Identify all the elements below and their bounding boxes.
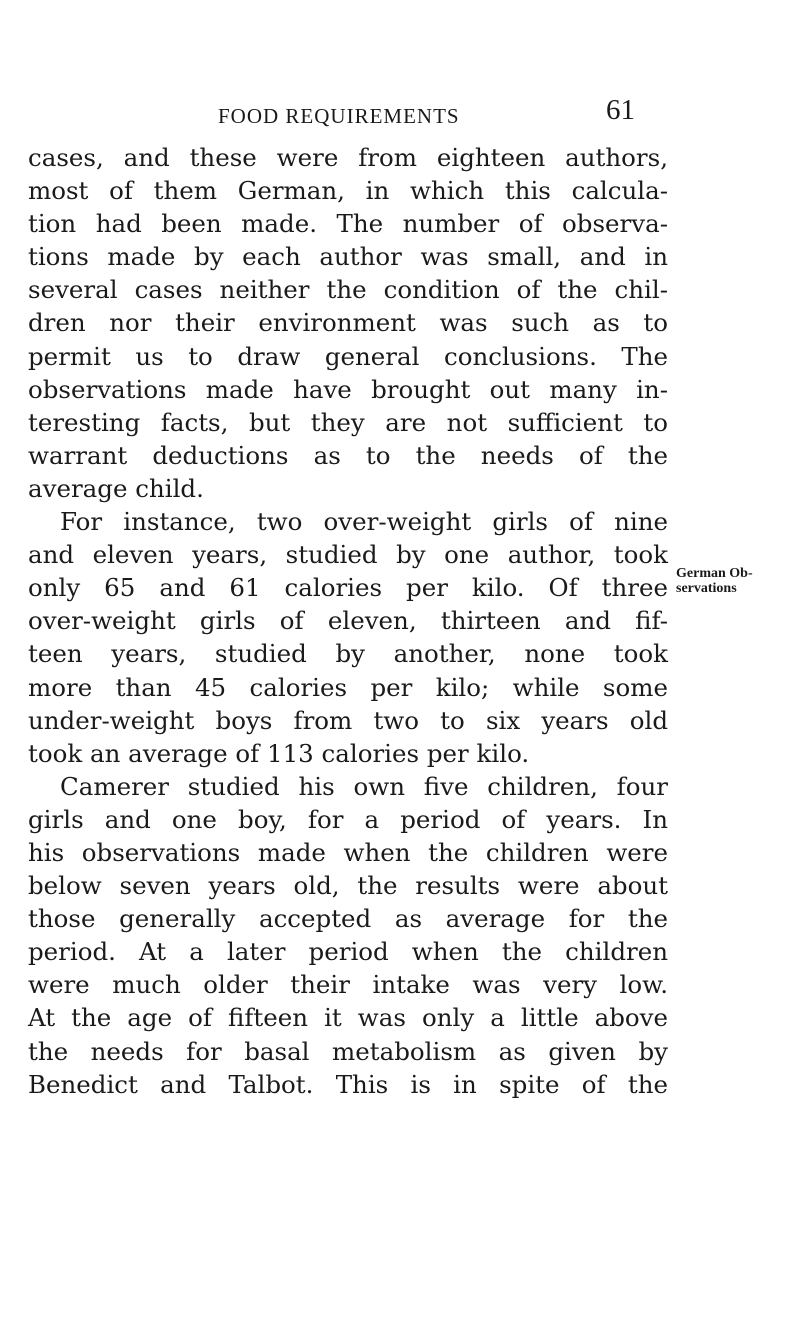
text-line: Camerer studied his own five children, four: [60, 771, 668, 801]
text-line: only 65 and 61 calories per kilo. Of three: [28, 573, 668, 603]
text-line: his observations made when the children were: [28, 837, 668, 867]
margin-note: [676, 566, 786, 596]
text-line: average child.: [28, 473, 204, 503]
text-line: dren nor their environment was such as to: [28, 308, 668, 338]
text-line: those generally accepted as average for the: [28, 904, 668, 934]
text-line: more than 45 calories per kilo; while some: [28, 672, 668, 702]
body-text: [28, 141, 668, 1101]
text-line: girls and one boy, for a period of years. In: [28, 804, 668, 834]
text-line: tions made by each author was small, and in: [28, 242, 668, 272]
text-line: took an average of 113 calories per kilo.: [28, 738, 530, 768]
margin-note-line: German Ob-: [676, 566, 753, 581]
text-line: teen years, studied by another, none took: [28, 639, 668, 669]
text-line: the needs for basal metabolism as given by: [28, 1036, 668, 1066]
text-line: warrant deductions as to the needs of the: [28, 440, 668, 470]
text-line: teresting facts, but they are not sufficient to: [28, 407, 668, 437]
text-line: cases, and these were from eighteen authors,: [28, 143, 668, 172]
text-line: tion had been made. The number of observa-: [28, 209, 668, 239]
text-line: were much older their intake was very low.: [28, 970, 668, 1000]
text-line: permit us to draw general conclusions. The: [28, 341, 668, 371]
text-line: Benedict and Talbot. This is in spite of the: [28, 1069, 668, 1099]
text-line: For instance, two over-weight girls of nine: [60, 507, 668, 537]
text-line: several cases neither the condition of the chil-: [28, 275, 668, 305]
page-number: 61: [606, 94, 635, 126]
text-line: At the age of fifteen it was only a little above: [28, 1003, 668, 1033]
margin-note-line: servations: [676, 581, 737, 596]
text-line: under-weight boys from two to six years old: [28, 705, 668, 735]
running-head: [0, 94, 800, 134]
text-line: observations made have brought out many in-: [28, 374, 668, 404]
text-line: below seven years old, the results were about: [28, 871, 668, 901]
running-title: FOOD REQUIREMENTS: [218, 104, 460, 128]
text-line: and eleven years, studied by one author, took: [28, 540, 668, 570]
text-line: most of them German, in which this calcula-: [28, 176, 668, 206]
text-line: over-weight girls of eleven, thirteen and fif-: [28, 606, 668, 636]
text-line: period. At a later period when the children: [28, 937, 668, 967]
